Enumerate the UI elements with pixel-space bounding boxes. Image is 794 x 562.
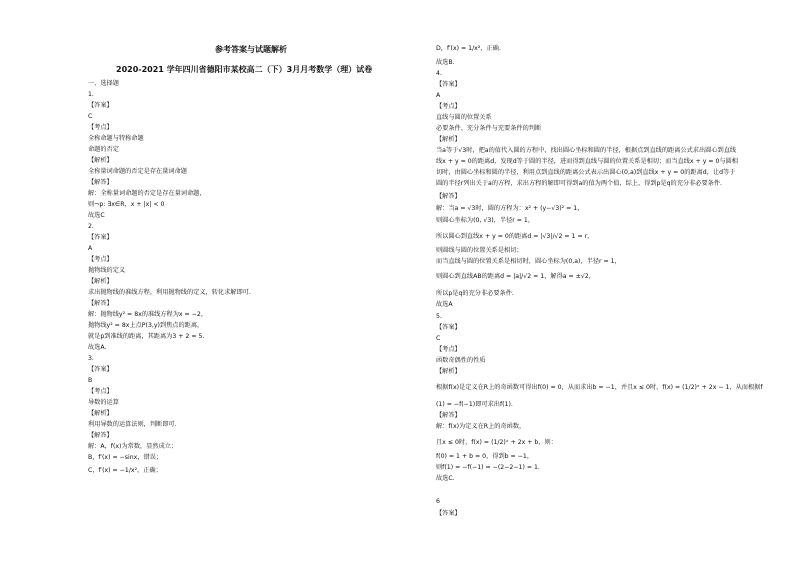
solution-text: 则圆心坐标为(0, √3)，半径r = 1， — [436, 217, 535, 224]
solution-text: 所以圆心到直线x + y = 0的距离d = |√3|/√2 = 1 = r， — [436, 233, 594, 240]
topic-text: 直线与圆的位置关系 — [436, 114, 492, 121]
solution-text: 解：f(x)为定义在R上的奇函数， — [436, 423, 526, 430]
topic-text: 导数的运算 — [88, 399, 119, 406]
solution-text: 解：A，f(x)为常数，显然成立； — [88, 443, 178, 450]
analysis-text: 求出抛物线的准线方程，利用抛物线的定义，转化求解即可. — [88, 289, 251, 296]
solution-text: 抛物线y² = 8x上点P(3,y)到焦点的距离， — [88, 322, 204, 329]
solution-text: 所以p是q的充分非必要条件. — [436, 290, 514, 297]
solution-text: B，f′(x) = −sinx，错误； — [88, 454, 163, 461]
solution-label: 【解答】 — [88, 432, 113, 439]
solution-text: 故选B. — [436, 59, 455, 66]
topic-text: 必要条件、充分条件与充要条件的判断 — [436, 125, 542, 132]
analysis-label: 【解析】 — [436, 368, 461, 375]
solution-text: 解：当a = √3时，圆的方程为：x² + (y−√3)² = 1， — [436, 205, 584, 212]
analysis-text: 利用导数的运算法则，判断即可. — [88, 421, 177, 428]
answer-label: 【答案】 — [436, 510, 461, 517]
document-subtitle: 2020-2021 学年四川省德阳市某校高二（下）3月月考数学（理）试卷 — [116, 65, 373, 74]
answer-label: 【答案】 — [88, 366, 113, 373]
solution-text: 解：全称量词命题的否定是存在量词命题， — [88, 190, 206, 197]
topic-label: 【考点】 — [88, 388, 113, 395]
topic-text: 命题的否定 — [88, 146, 119, 153]
answer-value: A — [436, 92, 441, 99]
topic-label: 【考点】 — [88, 256, 113, 263]
topic-text: 全称命题与特称命题 — [88, 135, 144, 142]
topic-text: 抛物线的定义 — [88, 267, 126, 274]
document-title: 参考答案与试题解析 — [215, 45, 287, 54]
answer-value: C — [88, 113, 93, 120]
analysis-label: 【解析】 — [88, 278, 113, 285]
solution-label: 【解答】 — [436, 193, 461, 200]
analysis-text: 当a等于√3时，把a的值代入圆的方程中，找出圆心坐标和圆的半径，根据点到直线的距离公式求出圆心到直线 — [436, 147, 737, 154]
solution-text: 故选A. — [88, 344, 107, 351]
solution-text: C，f′(x) = −1/x²，正确； — [88, 467, 162, 474]
answer-value: C — [436, 335, 441, 342]
answer-label: 【答案】 — [436, 81, 461, 88]
solution-text: 且x ≤ 0时，f(x) = (1/2)ˣ + 2x + b，则： — [436, 439, 557, 446]
answer-label: 【答案】 — [436, 324, 461, 331]
topic-text: 函数奇偶性的性质 — [436, 357, 486, 364]
question-number: 4. — [436, 70, 442, 77]
solution-text: 而当直线与圆的位置关系是相切时，圆心坐标为(0,a)，半径r = 1， — [436, 258, 621, 265]
solution-label: 【解答】 — [436, 412, 461, 419]
analysis-text: 线x + y = 0的距离d，发现d等于圆的半径，进而得到直线与圆的位置关系是相切；而当直线x + y = 0与圆相 — [436, 158, 738, 165]
solution-text: 故选C — [88, 212, 105, 219]
question-number: 5. — [436, 313, 442, 320]
topic-label: 【考点】 — [88, 124, 113, 131]
answer-label: 【答案】 — [88, 234, 113, 241]
solution-text: 解：抛物线y² = 8x的准线方程为x = −2， — [88, 311, 208, 318]
answer-value: A — [88, 245, 93, 252]
question-number: 1. — [88, 91, 94, 98]
analysis-text: 全称量词命题的否定是存在量词命题 — [88, 168, 187, 175]
question-number: 3. — [88, 355, 94, 362]
solution-text: 就是p到准线的距离，其距离为3 + 2 = 5. — [88, 333, 205, 340]
answer-label: 【答案】 — [88, 102, 113, 109]
topic-label: 【考点】 — [436, 346, 461, 353]
analysis-text: 圆的半径r列出关于a的方程，求出方程的解即可得到a的值为两个值，综上，得到p是q的充分非必要条件. — [436, 180, 723, 187]
question-number: 6 — [436, 498, 440, 505]
solution-label: 【解答】 — [88, 300, 113, 307]
question-number: 2. — [88, 223, 94, 230]
solution-text: 则f(1) = −f(−1) = −(2−2−1) = 1. — [436, 464, 540, 471]
analysis-label: 【解析】 — [88, 157, 113, 164]
analysis-text: (1) = −f(−1)即可求出f(1). — [436, 401, 513, 408]
topic-label: 【考点】 — [436, 103, 461, 110]
solution-text: 则圆线与圆的位置关系是相切； — [436, 247, 523, 254]
section-heading: 一、选择题 — [88, 80, 119, 87]
solution-label: 【解答】 — [88, 179, 113, 186]
solution-text: f(0) = 1 + b = 0，得到b = −1， — [436, 453, 534, 460]
analysis-text: 切时，由圆心坐标和圆的半径，利用点到直线的距离公式表示出圆心(0,a)到直线x + y = 0的距离d，让d等于 — [436, 169, 736, 176]
solution-text: 则¬p: ∃x∈R，x + |x| < 0 — [88, 201, 165, 208]
analysis-label: 【解析】 — [88, 410, 113, 417]
solution-text: 则圆心到直线AB的距离d = |a|/√2 = 1，解得a = ±√2， — [436, 273, 595, 280]
analysis-text: 根据f(x)是定义在R上的奇函数可得出f(0) = 0，从而求出b = −1，并且x ≤ 0时，f(x) = (1/2)ˣ + 2x − 1，从而根据f — [436, 384, 763, 391]
solution-text: 故选A — [436, 301, 453, 308]
solution-text: D，f′(x) = 1/x²，正确. — [436, 45, 501, 52]
answer-value: B — [88, 377, 93, 384]
analysis-label: 【解析】 — [436, 136, 461, 143]
solution-text: 故选C. — [436, 475, 455, 482]
